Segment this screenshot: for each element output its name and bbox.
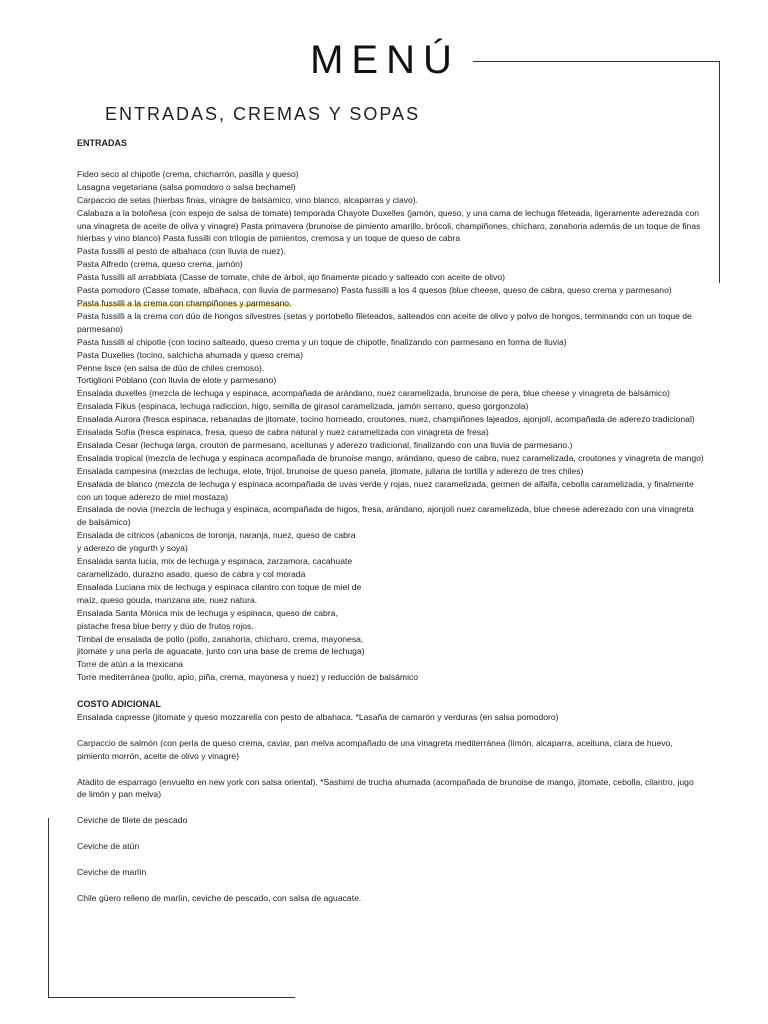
menu-item: Ensalada Aurora (fresca espinaca, rebanadas de jitomate, tocino horneado, croutones, nuez, champiñones lajeados, ajonjolí, acompañada de aderezo tradicional): [77, 414, 695, 425]
menu-item: Ensalada Luciana mix de lechuga y espinaca cilantro con toque de miel de: [77, 581, 362, 592]
menu-item: Torre mediterránea (pollo, apio, piña, crema, mayonesa y nuez) y reducción de balsámico: [77, 672, 419, 683]
menu-item: pistache fresa blue berry y dúo de frutos rojos.: [77, 620, 254, 631]
section-subtitle: ENTRADAS, CREMAS Y SOPAS: [105, 104, 421, 124]
menu-item: Ceviche de filete de pescado: [77, 815, 188, 826]
menu-item: Timbal de ensalada de pollo (pollo, zanahoria, chícharo, crema, mayonesa,: [77, 633, 364, 644]
menu-item: Chile güero relleno de marlín, ceviche de pescado, con salsa de aguacate.: [77, 892, 362, 903]
menu-item: Pasta fussilli al pesto de albahaca (con lluvia de nuez).: [77, 246, 286, 257]
menu-item: Fideo seco al chipotle (crema, chicharrón, pasilla y queso): [77, 168, 299, 179]
menu-item: Pasta Duxelles (tocino, salchicha ahumada y queso crema): [77, 349, 303, 360]
frame-line-top-horizontal: [473, 61, 720, 62]
menu-item: Pasta fussilli al chipotle (con tocino salteado, queso crema y un toque de chipotle, finalizando con parmesano en forma de lluvia): [77, 336, 567, 347]
menu-item: Ensalada Fikus (espinaca, lechuga radiccion, higo, semilla de girasol caramelizada, jamón serrano, queso gorgonzola): [77, 401, 529, 412]
menu-item: Ensalada santa lucia, mix de lechuga y espinaca, zarzamora, cacahuate: [77, 556, 353, 567]
menu-item: Penne lisce (en salsa de dúo de chiles cremoso).: [77, 362, 265, 373]
menu-item: Ensalada campesina (mezclas de lechuga, elote, frijol, brunoise de queso panela, jitomate, juliana de tortilla y aderezo de tres chiles): [77, 465, 584, 476]
menu-item: Ensalada Cesar (lechuga larga, crouton de parmesano, aceitunas y aderezo tradicional, finalizando con una lluvia de parmesano.): [77, 439, 573, 450]
menu-item: Ceviche de marlín: [77, 866, 147, 877]
menu-item: jitomate y una perla de aguacate, junto con una base de crema de lechuga): [77, 646, 365, 657]
menu-item: Pasta fussilli all arrabbiata (Casse de tomate, chile de árbol, ajo finamente picado y salteado con aceite de olivo): [77, 272, 506, 283]
menu-item: Carpaccio de salmón (con perla de queso crema, caviar, pan melva acompañado de una vinagreta mediterránea (limón, alcaparra, aceituna, clara de huevo, pimiento morrón, aceite de olivo y vinagre): [77, 737, 673, 761]
menu-item: Torre de atún a la mexicana: [77, 659, 184, 670]
menu-item: maíz, queso gouda, manzana ate, nuez natura.: [77, 594, 258, 605]
menu-item: Carpaccio de setas (hierbas finas, vinagre de balsámico, vino blanco, alcaparras y clavo).: [77, 194, 419, 205]
menu-item: Tortiglioni Poblano (con lluvia de elote y parmesano): [77, 375, 277, 386]
menu-item: Ensalada Sofía (fresca espinaca, fresa, queso de cabra natural y nuez caramelizada con vinagreta de fresa): [77, 427, 489, 438]
menu-item: Ceviche de atún: [77, 841, 140, 852]
menu-item: Lasagna vegetariana (salsa pomodoro o salsa bechamel): [77, 181, 296, 192]
menu-item: Pasta fussilli a la crema con dúo de hongos silvestres (setas y portobello fileteados, salteados con aceite de olivo y polvo de hongos, terminando con un toque de parmesano): [77, 310, 692, 334]
frame-line-bottom-horizontal: [48, 997, 295, 998]
menu-item: Ensalada de cítricos (abanicos de toronja, naranja, nuez, queso de cabra: [77, 530, 356, 541]
menu-item: Pasta pomodoro (Casse tomate, albahaca, con lluvia de parmesano) Pasta fussilli a los 4 quesos (blue cheese, queso de cabra, queso crema y parmesano): [77, 285, 672, 296]
highlighted-text: Pasta fussilli a la crema con champiñones y parmesano.: [77, 297, 292, 308]
frame-line-bottom-vertical: [48, 818, 49, 998]
menu-item: Ensalada Santa Mónica mix de lechuga y espinaca, queso de cabra,: [77, 607, 338, 618]
costo-adicional-heading: COSTO ADICIONAL: [77, 699, 162, 710]
menu-item: Atadito de esparrago (envuelto en new york con salsa oriental). *Sashimi de trucha ahumada (acompañada de brunoise de mango, jitomate, cebolla, cilantro, jugo de limón y pan melva): [77, 776, 694, 800]
menu-item: Pasta Alfredo (crema, queso crema, jamón): [77, 259, 243, 270]
entradas-list: [77, 168, 705, 684]
menu-item: Ensalada duxelles (mezcla de lechuga y espinaca, acompañada de arándano, nuez caramelizada, brunoise de pera, blue cheese y vinagreta de balsámico): [77, 388, 670, 399]
menu-item: Ensalada de novia (mezcla de lechuga y espinaca, acompañada de higos, fresa, arándano, ajonjolí nuez caramelizada, blue cheese aderezado con una vinagreta de balsámico): [77, 504, 694, 528]
menu-item: Ensalada de blanco (mezcla de lechuga y espinaca acompañada de uvas verde y rojas, nuez caramelizada, germen de alfalfa, cebolla caramelizada, y finalmente con un toque aderezo de miel mostaza): [77, 478, 694, 502]
menu-item: Calabaza a la boloñesa (con espejo de salsa de tomate) temporada Chayote Duxelles (jamón, queso, y una cama de lechuga fileteada, ligeramente aderezada con una vinagreta de aceite de oliva y vinagre) Pasta primavera (brunoise de pimiento amarillo, brócoli, champiñones, chícharo, zanahoria además de un toque de finas hierbas y vino blanco) Pasta fussilli con trilogía de pimientos, cremosa y un toque de queso de cabra: [77, 207, 701, 244]
frame-line-top-vertical: [719, 61, 720, 283]
menu-item: caramelizado, durazno asado, queso de cabra y col morada: [77, 569, 306, 579]
menu-item: Ensalada tropical (mezcla de lechuga y espinaca acompañada de brunoise mango, arándano, queso de cabra, nuez caramelizada, croutones y vinagreta de mango): [77, 452, 704, 463]
menu-item: y aderezo de yogurth y soya): [77, 543, 188, 554]
costo-adicional-list: [77, 711, 705, 905]
entradas-heading: ENTRADAS: [77, 138, 128, 148]
menu-title: MENÚ: [310, 38, 460, 82]
menu-item: Ensalada capresse (jitomate y queso mozzarella con pesto de albahaca. *Lasaña de camarón y verduras (en salsa pomodoro): [77, 712, 559, 723]
menu-item: [77, 297, 705, 310]
menu-content: [77, 137, 705, 917]
